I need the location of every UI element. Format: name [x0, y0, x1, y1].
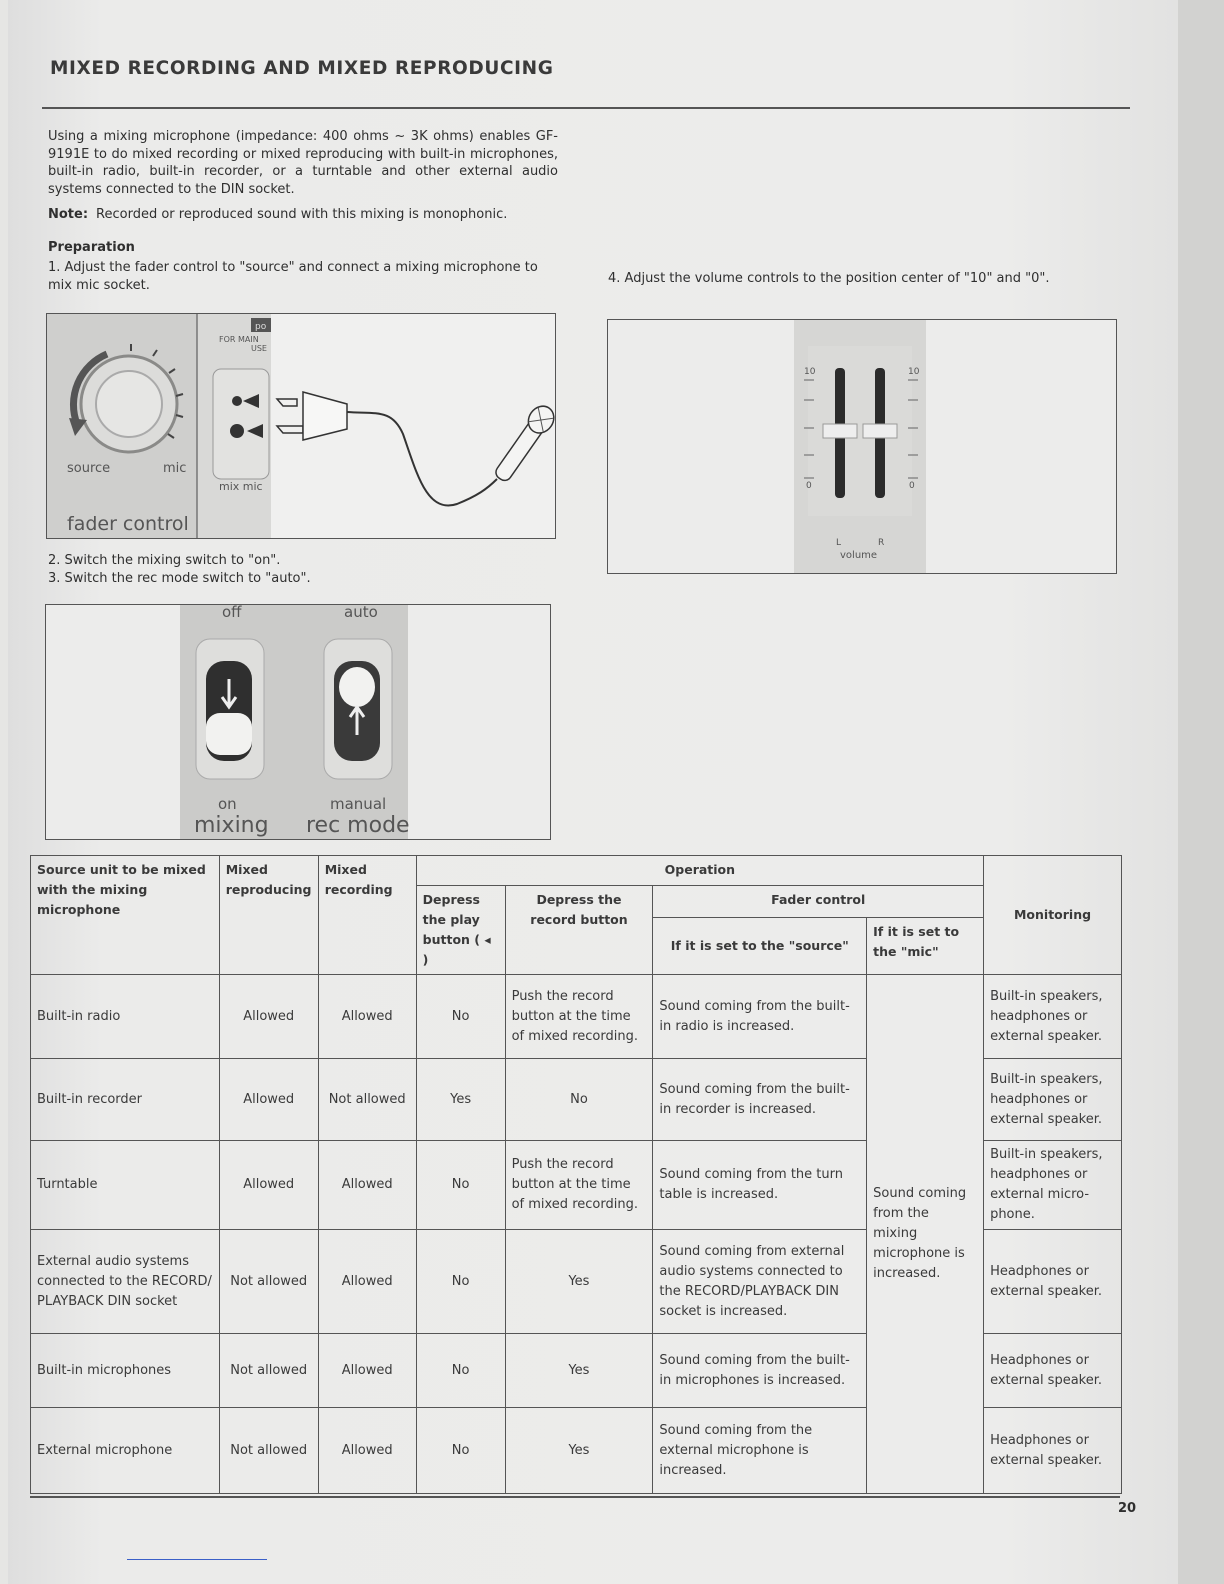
row-source: Built-in recorder [31, 1059, 220, 1141]
row-mixed-recording: Allowed [318, 1141, 416, 1230]
note-text: Recorded or reproduced sound with this mixing is monophonic. [96, 207, 508, 222]
use-label: USE [251, 344, 267, 353]
row-mixed-recording: Allowed [318, 1408, 416, 1494]
row-source: External audio systems connected to the RECORD/ PLAYBACK DIN socket [31, 1230, 220, 1334]
page-number: 20 [1118, 1501, 1137, 1516]
row-mixed-reproducing: Not allowed [219, 1408, 318, 1494]
row-play-button: No [416, 1230, 505, 1334]
rec-mode-label: rec mode [306, 813, 410, 838]
scale-10-right: 10 [908, 367, 920, 377]
rec-mode-auto-label: auto [344, 605, 378, 621]
row-record-button: Yes [505, 1334, 653, 1408]
header-mixed-reproducing: Mixed reproducing [219, 856, 318, 975]
row-fader-source: Sound coming from the turn table is increased. [653, 1141, 867, 1230]
row-mixed-recording: Allowed [318, 975, 416, 1059]
page-edge [1178, 0, 1224, 1584]
step-1: 1. Adjust the fader control to "source" and connect a mixing microphone to mix mic socket. [48, 260, 538, 293]
row-monitoring: Headphones or external speaker. [984, 1408, 1122, 1494]
switches-figure [45, 604, 551, 840]
note [48, 207, 507, 222]
scale-10-left: 10 [804, 367, 816, 377]
row-record-button: Push the record button at the time of mixed recording. [505, 1141, 653, 1230]
fader-control-label: fader control [67, 513, 189, 535]
row-record-button: No [505, 1059, 653, 1141]
step-4: 4. Adjust the volume controls to the position center of "10" and "0". [608, 271, 1050, 286]
row-fader-source: Sound coming from the built-in microphones is increased. [653, 1334, 867, 1408]
intro-paragraph: Using a mixing microphone (impedance: 400 ohms ~ 3K ohms) enables GF-9191E to do mixed recording or mixed reproducing with built-in microphones, built-in radio, built-in recorder, or a turntable and other external audio systems connected to the DIN socket. [48, 129, 558, 197]
row-monitoring: Built-in speakers, headphones or external micro-phone. [984, 1141, 1122, 1230]
mixing-off-label: off [222, 605, 242, 621]
mix-mic-label: mix mic [219, 480, 263, 493]
mixing-operations-table [30, 855, 1122, 1494]
step-2: 2. Switch the mixing switch to "on". [48, 553, 281, 568]
footer-rule [30, 1496, 1120, 1498]
row-record-button: Push the record button at the time of mixed recording. [505, 975, 653, 1059]
header-operation: Operation [416, 856, 983, 886]
volume-label: volume [840, 550, 878, 561]
row-fader-source: Sound coming from the external microphone is increased. [653, 1408, 867, 1494]
header-monitoring: Monitoring [984, 856, 1122, 975]
fader-mic-label: mic [163, 461, 187, 476]
row-source: Built-in microphones [31, 1334, 220, 1408]
note-label: Note: [48, 207, 89, 222]
panel-tag: po [255, 322, 267, 332]
header-fader-source: If it is set to the "source" [653, 917, 867, 974]
header-fader-control: Fader control [653, 886, 984, 918]
header-source-unit: Source unit to be mixed with the mixing microphone [31, 856, 220, 975]
row-mixed-reproducing: Allowed [219, 1059, 318, 1141]
row-fader-source: Sound coming from external audio systems connected to the RECORD/PLAYBACK DIN socket is increased. [653, 1230, 867, 1334]
row-mixed-reproducing: Allowed [219, 975, 318, 1059]
row-source: External microphone [31, 1408, 220, 1494]
fader-source-label: source [67, 461, 111, 476]
header-depress-record: Depress the record button [505, 886, 653, 975]
row-monitoring: Built-in speakers, headphones or external speaker. [984, 1059, 1122, 1141]
steps-2-3 [48, 552, 311, 587]
left-volume-knob [823, 424, 857, 438]
header-depress-play: Depress the play button ( ◂ ) [416, 886, 505, 975]
row-record-button: Yes [505, 1230, 653, 1334]
row-mixed-reproducing: Allowed [219, 1141, 318, 1230]
right-volume-knob [863, 424, 897, 438]
row-mixed-recording: Not allowed [318, 1059, 416, 1141]
row-play-button: No [416, 1334, 505, 1408]
page-title: MIXED RECORDING AND MIXED REPRODUCING [50, 58, 554, 79]
row-monitoring: Headphones or external speaker. [984, 1230, 1122, 1334]
fader-mixmic-figure [46, 313, 556, 539]
scale-0-left: 0 [806, 481, 812, 491]
row-play-button: No [416, 1408, 505, 1494]
volume-figure [607, 319, 1117, 574]
row-play-button: No [416, 975, 505, 1059]
scale-0-right: 0 [909, 481, 915, 491]
mains-label: FOR MAIN [219, 335, 259, 344]
mixing-on-label: on [218, 795, 237, 813]
mixing-label: mixing [194, 813, 269, 838]
row-source: Built-in radio [31, 975, 220, 1059]
row-monitoring: Headphones or external speaker. [984, 1334, 1122, 1408]
table-row [31, 975, 1122, 1059]
row-mixed-reproducing: Not allowed [219, 1230, 318, 1334]
row-fader-source: Sound coming from the built-in recorder is increased. [653, 1059, 867, 1141]
row-source: Turntable [31, 1141, 220, 1230]
row-record-button: Yes [505, 1408, 653, 1494]
right-channel-label: R [878, 538, 885, 548]
row-mixed-reproducing: Not allowed [219, 1334, 318, 1408]
rec-mode-manual-label: manual [330, 795, 387, 813]
title-rule [42, 107, 1130, 109]
row-play-button: No [416, 1141, 505, 1230]
mix-mic-socket [230, 424, 244, 438]
row-play-button: Yes [416, 1059, 505, 1141]
left-channel-label: L [836, 538, 842, 548]
row-monitoring: Built-in speakers, headphones or external speaker. [984, 975, 1122, 1059]
row-fader-source: Sound coming from the built-in radio is increased. [653, 975, 867, 1059]
header-mixed-recording: Mixed recording [318, 856, 416, 975]
preparation-heading: Preparation [48, 240, 135, 255]
fader-mic-merged-cell: Sound coming from the mixing microphone is increased. [867, 975, 984, 1494]
footer-link-line [127, 1559, 267, 1560]
step-3: 3. Switch the rec mode switch to "auto". [48, 570, 311, 586]
header-fader-mic: If it is set to the "mic" [867, 917, 984, 974]
row-mixed-recording: Allowed [318, 1334, 416, 1408]
row-mixed-recording: Allowed [318, 1230, 416, 1334]
